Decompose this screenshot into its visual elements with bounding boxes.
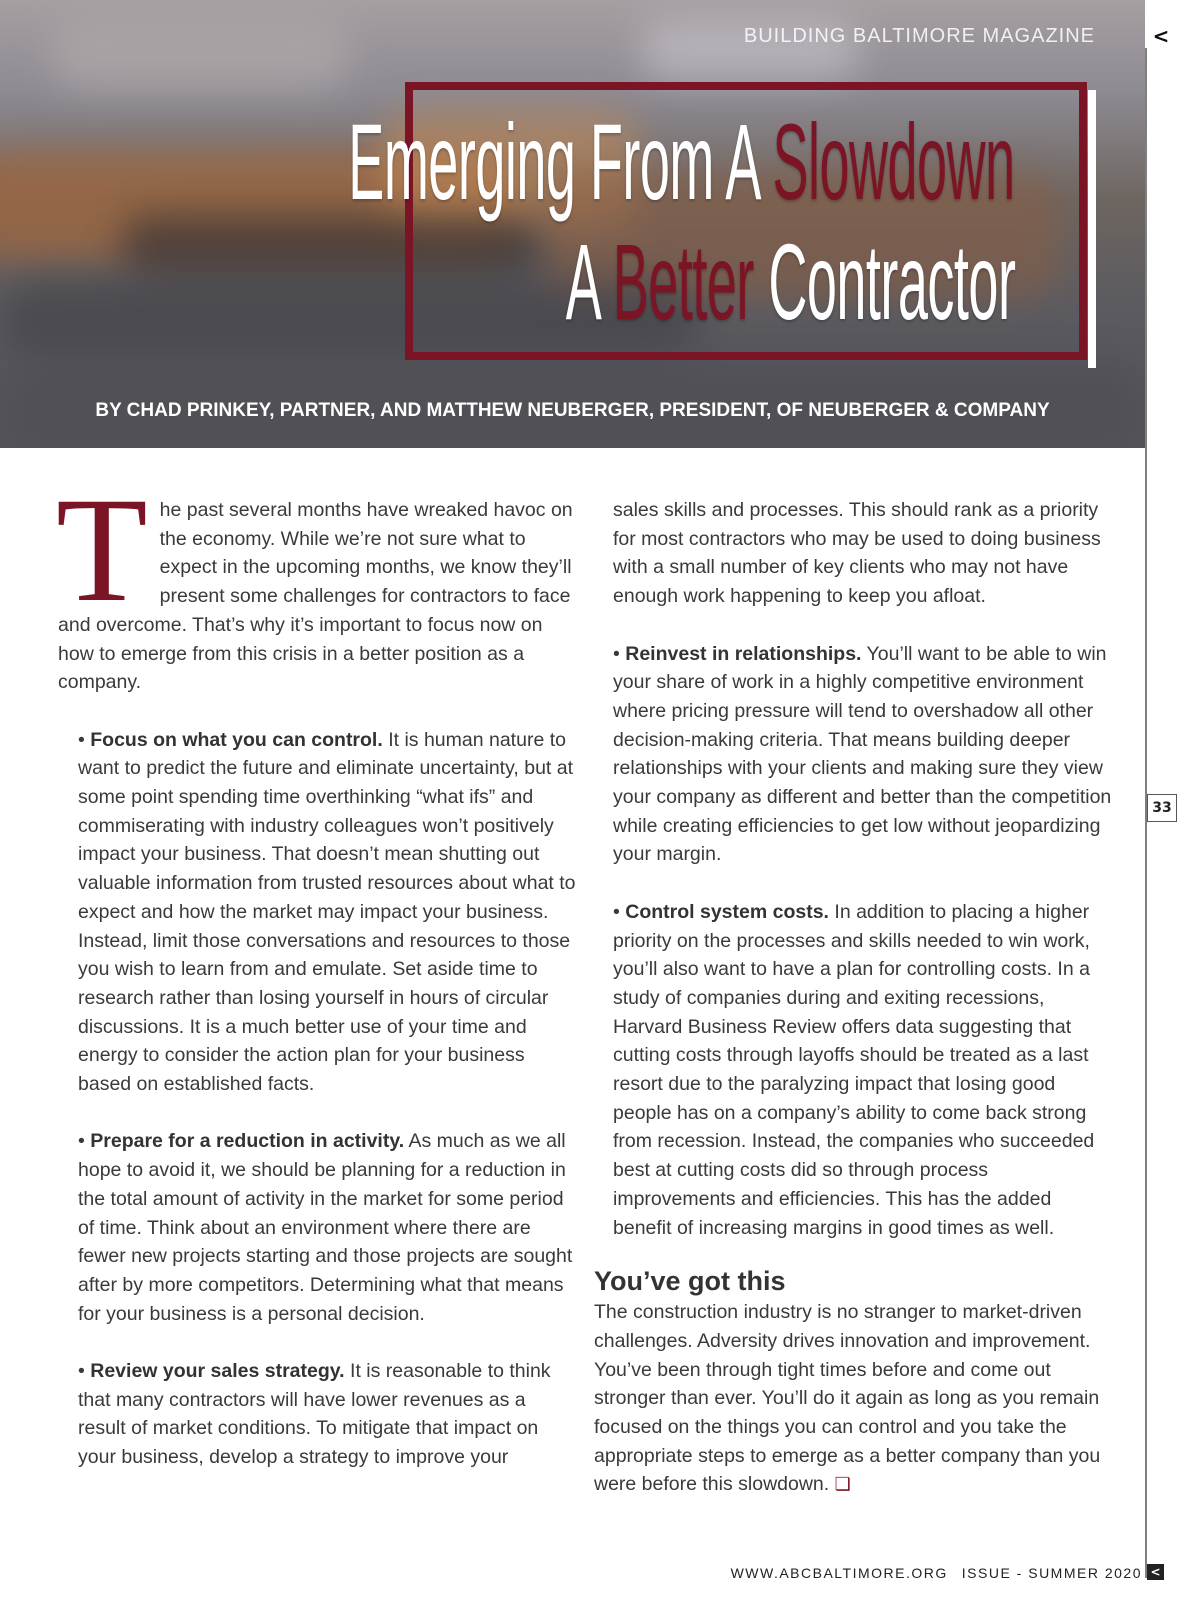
bullet-lead: Prepare for a reduction in activity. <box>90 1130 405 1153</box>
bullet-text: It is human nature to want to predict the future and eliminate uncertainty, but at some point spending time overthinking “what ifs” and commiserating with industry colleagues won’t positively impact your business. That doesn’t mean shutting out valuable information from trusted resources about what to expect and how the market may impact your business. Instead, limit those conversations and resources to those you wish to learn from and emulate. Set aside time to research rather than losing yourself in hours of circular discussions. It is a much better use of your time and energy to consider the action plan for your business based on established facts. <box>78 728 576 1096</box>
page-footer <box>731 1565 1142 1581</box>
intro-paragraph <box>56 467 578 697</box>
bullet-lead: Review your sales strategy. <box>90 1360 345 1383</box>
continued-paragraph: sales skills and processes. This should rank as a priority for most contractors who may be used to doing business with a small number of key clients who may not have enough work happening to keep you afloat. <box>613 499 1101 608</box>
article-column-right <box>594 496 1114 1500</box>
bullet-paragraph: • Focus on what you can control. It is human nature to want to predict the future and eliminate uncertainty, but at some point spending time overthinking “what ifs” and commiserating with industry colleagues won’t positively impact your business. That doesn’t mean shutting out valuable information from trusted resources about what to expect and how the market may impact your business. Instead, limit those conversations and resources to those you wish to learn from and emulate. Set aside time to research rather than losing yourself in hours of circular discussions. It is a much better use of your time and energy to consider the action plan for your business based on established facts. <box>78 728 576 1096</box>
byline: BY CHAD PRINKEY, PARTNER, AND MATTHEW NEUBERGER, PRESIDENT, OF NEUBERGER & COMPANY <box>95 400 1050 421</box>
issue-label: ISSUE - SUMMER 2020 <box>961 1565 1142 1581</box>
website-url: WWW.ABCBALTIMORE.ORG <box>730 1565 948 1581</box>
article-title-line-1 <box>348 101 1015 222</box>
bullet-paragraph: • Prepare for a reduction in activity. As much as we all hope to avoid it, we should be planning for a reduction in the total amount of activity in the market for some period of time. Think about an environment where there are fewer new projects starting and those projects are sought after by more competitors. Determining what that means for your business is a personal decision. <box>78 1130 573 1325</box>
bullet-text: You’ll want to be able to win your share of work in a highly competitive environment where pricing pressure will tend to overshadow all other decision-making criteria. That means building deeper relationships with your clients and making sure they view your company as different and better than the competition while creating efficiencies to get low without jeopardizing your margin. <box>613 642 1112 866</box>
bullet-lead: Control system costs. <box>625 900 829 923</box>
title-text: Emerging From A <box>348 101 773 222</box>
drop-cap: T <box>56 467 148 633</box>
bullet-text: In addition to placing a higher priority on the processes and skills needed to win work, you’ll also want to have a plan for controlling costs. In a study of companies during and exiting recessions, Harvard Business Review offers data suggesting that cutting costs through layoffs should be treated as a last resort due to the paralyzing impact that losing good people has on a company’s ability to come back strong from recession. Instead, the companies who succeeded best at cutting costs did so through process improvements and efficiencies. This has the added benefit of increasing margins in good times as well. <box>613 900 1095 1239</box>
bullet-lead: Reinvest in relationships. <box>625 642 862 665</box>
background-blur <box>50 20 350 90</box>
bullet-text: As much as we all hope to avoid it, we should be planning for a reduction in the total amount of activity in the market for some period of time. Think about an environment where there are fewer new projects starting and those projects are sought after by more competitors. Determining what that means for your business is a personal decision. <box>78 1130 573 1325</box>
title-text: Contractor <box>753 221 1015 342</box>
bullet-text: It is reasonable to think that many contractors will have lower revenues as a result of market conditions. To mitigate that impact on your business, develop a strategy to improve your <box>78 1360 551 1469</box>
bullet-paragraph: • Control system costs. In addition to placing a higher priority on the processes and skills needed to win work, you’ll also want to have a plan for controlling costs. In a study of companies during and exiting recessions, Harvard Business Review offers data suggesting that cutting costs through layoffs should be treated as a last resort due to the paralyzing impact that losing good people has on a company’s ability to come back strong from recession. Instead, the companies who succeeded best at cutting costs did so through process improvements and efficiencies. This has the added benefit of increasing margins in good times as well. <box>613 900 1095 1239</box>
section-heading: You’ve got this <box>594 1266 786 1297</box>
intro-text: he past several months have wreaked havoc on the economy. While we’re not sure what to expect in the upcoming months, we know they’ll present some challenges for contractors to face and overcome. That’s why it’s important to focus now on how to emerge from this crisis in a better position as a company. <box>58 499 573 694</box>
closing-paragraph <box>594 1298 1114 1500</box>
title-text: A <box>565 221 613 342</box>
magazine-name: BUILDING BALTIMORE MAGAZINE <box>743 25 1095 47</box>
bullet-paragraph: • Reinvest in relationships. You’ll want to be able to win your share of work in a highly competitive environment where pricing pressure will tend to overshadow all other decision-making criteria. That means building deeper relationships with your clients and making sure they view your company as different and better than the competition while creating efficiencies to get low without jeopardizing your margin. <box>613 642 1112 866</box>
article-title-line-2 <box>565 221 1015 342</box>
back-arrow-icon[interactable]: < <box>1147 1564 1164 1580</box>
title-accent-text: Better <box>612 221 754 342</box>
article-column-left <box>56 467 578 1472</box>
bullet-lead: Focus on what you can control. <box>90 728 383 751</box>
title-frame-edge <box>1088 90 1096 368</box>
title-accent-text: Slowdown <box>772 101 1015 222</box>
end-mark-icon: ❏ <box>834 1474 851 1496</box>
bullet-paragraph: • Review your sales strategy. It is reasonable to think that many contractors will have lower revenues as a result of market conditions. To mitigate that impact on your business, develop a strategy to improve your <box>78 1360 551 1469</box>
header-banner <box>0 0 1145 448</box>
page-number: 33 <box>1147 794 1177 822</box>
closing-text: The construction industry is no stranger to market-driven challenges. Adversity drives innovation and improvement. You’ve been through tight times before and come out stronger than ever. You’ll do it again as long as you remain focused on the things you can control and you take the appropriate steps to emerge as a better company than you were before this slowdown. <box>594 1301 1101 1496</box>
back-arrow-icon[interactable]: < <box>1147 24 1175 48</box>
